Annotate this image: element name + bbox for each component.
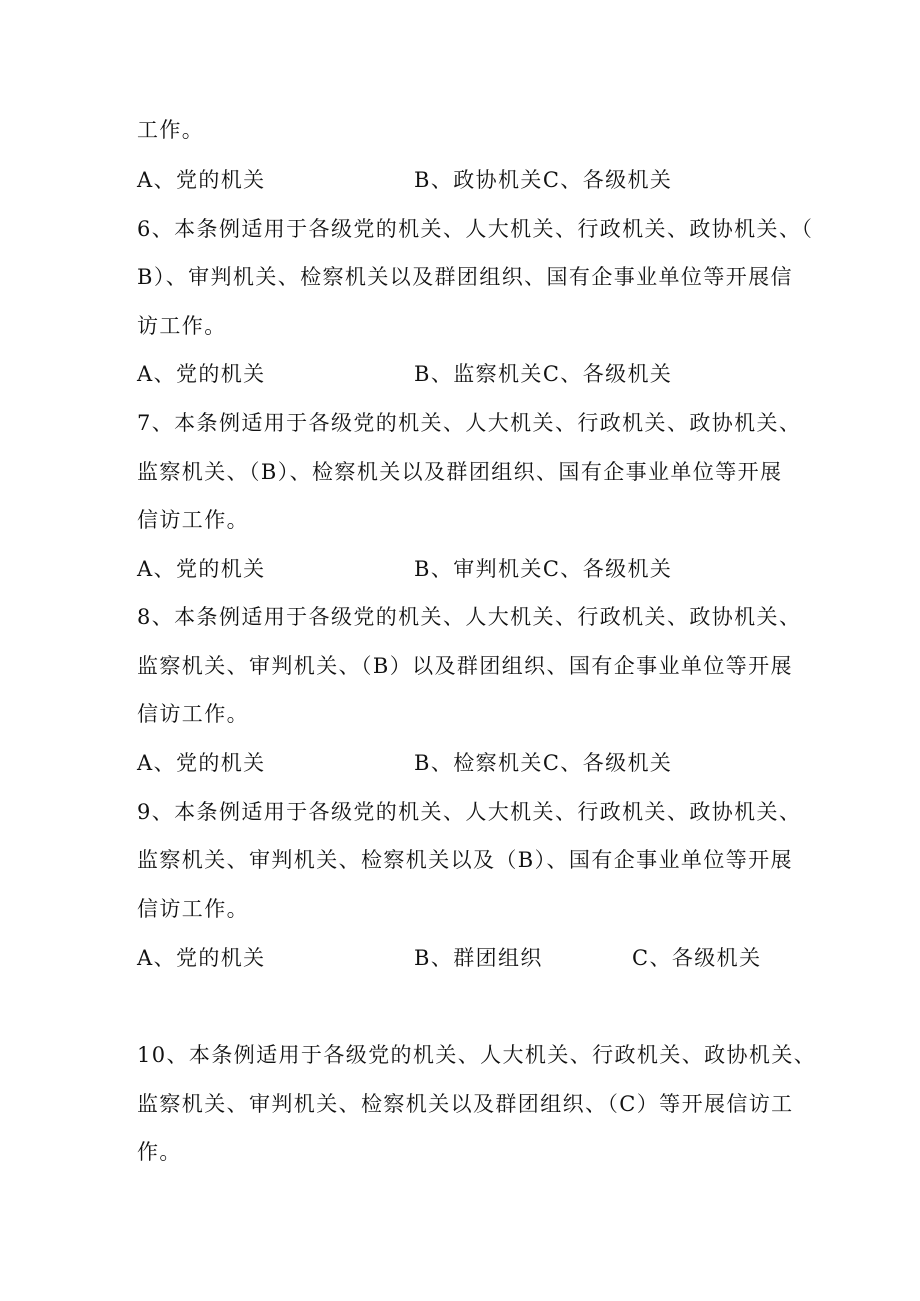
question-7-line-2: 监察机关、（B）、检察机关以及群团组织、国有企事业单位等开展 bbox=[137, 460, 783, 484]
q9-option-a: A、党的机关 bbox=[137, 946, 266, 970]
question-10-line-3: 作。 bbox=[137, 1140, 182, 1164]
question-6-line-1: 6、本条例适用于各级党的机关、人大机关、行政机关、政协机关、（ bbox=[137, 217, 814, 241]
q9-option-c: C、各级机关 bbox=[632, 946, 762, 970]
question-6-line-2: B）、审判机关、检察机关以及群团组织、国有企事业单位等开展信 bbox=[137, 265, 793, 289]
question-7-line-1: 7、本条例适用于各级党的机关、人大机关、行政机关、政协机关、 bbox=[137, 411, 802, 435]
question-5-continuation: 工作。 bbox=[137, 118, 205, 142]
question-8-line-1: 8、本条例适用于各级党的机关、人大机关、行政机关、政协机关、 bbox=[137, 605, 802, 629]
q5-option-a: A、党的机关 bbox=[137, 168, 266, 192]
q6-option-b-c: B、监察机关C、各级机关 bbox=[414, 362, 673, 386]
question-9-line-2: 监察机关、审判机关、检察机关以及（B）、国有企事业单位等开展 bbox=[137, 848, 793, 872]
q5-option-b-c: B、政协机关C、各级机关 bbox=[414, 168, 673, 192]
q8-option-b-c: B、检察机关C、各级机关 bbox=[414, 751, 673, 775]
question-7-line-3: 信访工作。 bbox=[137, 508, 249, 532]
q6-option-a: A、党的机关 bbox=[137, 362, 266, 386]
q7-option-b-c: B、审判机关C、各级机关 bbox=[414, 557, 673, 581]
q9-option-b: B、群团组织 bbox=[414, 946, 543, 970]
q8-option-a: A、党的机关 bbox=[137, 751, 266, 775]
q7-option-a: A、党的机关 bbox=[137, 557, 266, 581]
question-6-line-3: 访工作。 bbox=[137, 314, 227, 338]
question-9-line-3: 信访工作。 bbox=[137, 897, 249, 921]
question-10-line-1: 10、本条例适用于各级党的机关、人大机关、行政机关、政协机关、 bbox=[137, 1043, 817, 1067]
question-8-line-3: 信访工作。 bbox=[137, 702, 249, 726]
question-10-line-2: 监察机关、审判机关、检察机关以及群团组织、（C）等开展信访工 bbox=[137, 1092, 794, 1116]
question-8-line-2: 监察机关、审判机关、（B）以及群团组织、国有企事业单位等开展 bbox=[137, 654, 793, 678]
question-9-line-1: 9、本条例适用于各级党的机关、人大机关、行政机关、政协机关、 bbox=[137, 800, 802, 824]
